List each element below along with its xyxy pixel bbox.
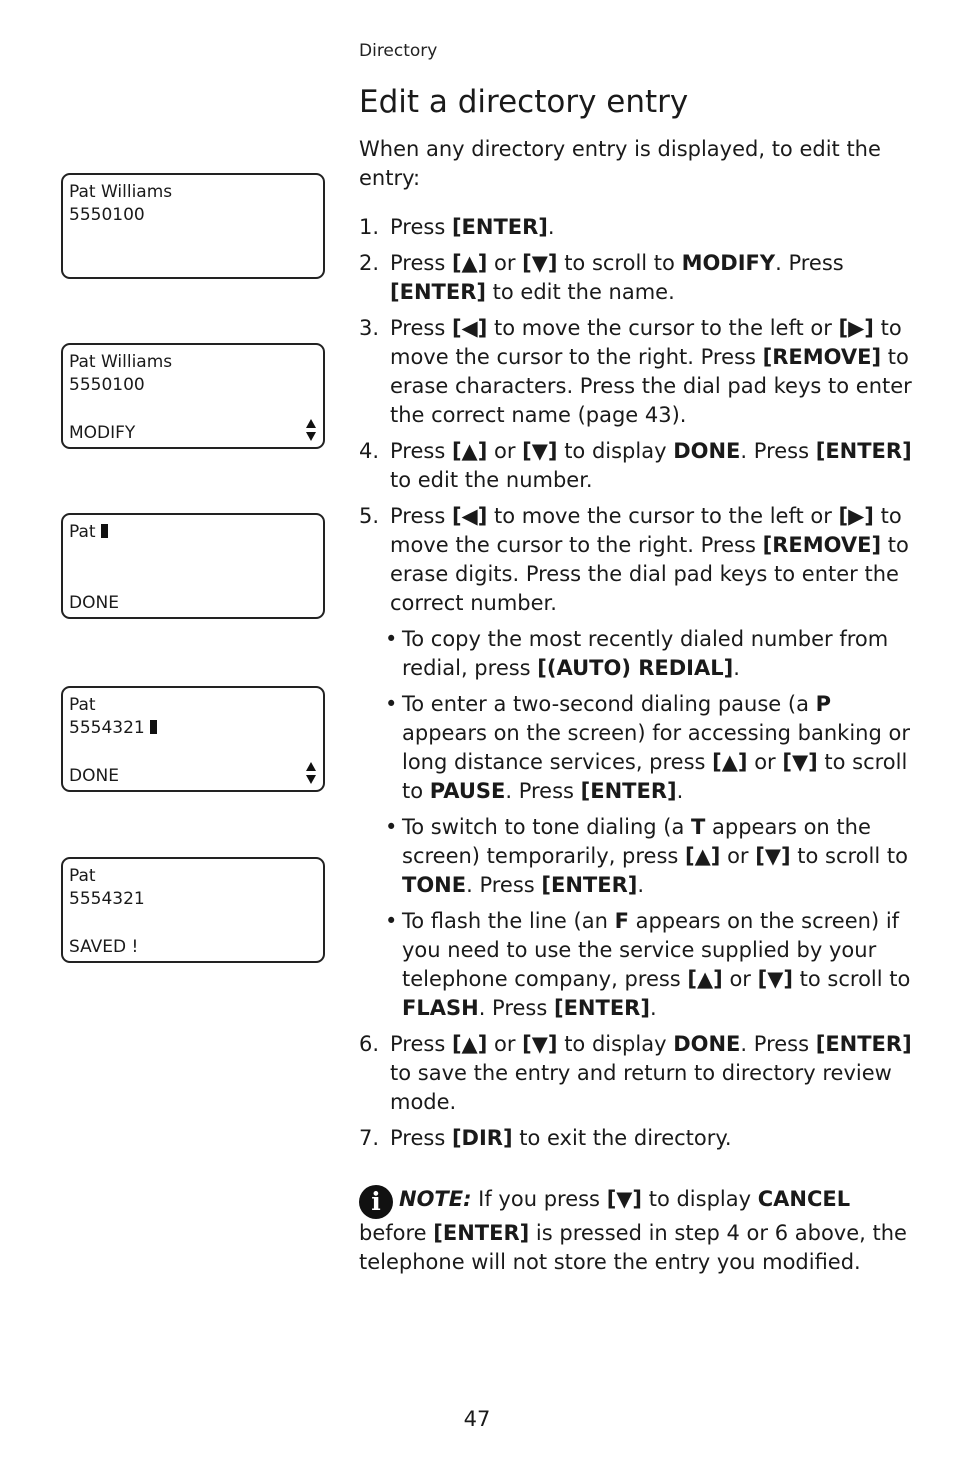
step-3: 3. Press [◀] to move the cursor to the left or [▶] to move the cursor to the right. Press [REMOVE] to erase characters. Press the dial pad keys to enter the correct name (page 43). <box>359 316 912 427</box>
lcd-screen-4 <box>61 686 325 792</box>
step-7: 7. Press [DIR] to exit the directory. <box>359 1126 732 1150</box>
info-icon: i <box>359 1185 393 1219</box>
screen-line-2: 5554321 <box>69 889 145 909</box>
lcd-screen-1 <box>61 173 325 279</box>
screen-line-2: 5554321 <box>69 717 157 740</box>
lcd-screen-3 <box>61 513 325 619</box>
screen-line-1: Pat <box>69 521 108 544</box>
up-down-arrows-icon <box>305 418 317 442</box>
page-title: Edit a directory entry <box>359 84 689 120</box>
lcd-screen-2 <box>61 343 325 449</box>
text-cursor-icon <box>101 524 108 538</box>
step-5: 5. Press [◀] to move the cursor to the left or [▶] to move the cursor to the right. Press [REMOVE] to erase digits. Press the dial pad keys to enter the correct number. <box>359 504 909 615</box>
screen-line-2: 5550100 <box>69 205 145 225</box>
bullet-flash: • To flash the line (an F appears on the screen) if you need to use the service supplied by your telephone company, press [▲] or [▼] to scroll to FLASH. Press [ENTER]. <box>385 909 911 1020</box>
screen-line-3: MODIFY <box>69 423 136 443</box>
screen-line-1: Pat Williams <box>69 352 173 372</box>
screen-line-3: SAVED ! <box>69 937 139 957</box>
screen-line-3: DONE <box>69 766 119 786</box>
up-down-arrows-icon <box>305 761 317 785</box>
lcd-screen-5 <box>61 857 325 963</box>
step-4: 4. Press [▲] or [▼] to display DONE. Press [ENTER] to edit the number. <box>359 439 912 492</box>
intro-text: When any directory entry is displayed, to edit the entry: <box>359 137 881 190</box>
screen-line-1: Pat <box>69 866 96 886</box>
screen-line-1: Pat <box>69 695 96 715</box>
bullet-redial: • To copy the most recently dialed number from redial, press [(AUTO) REDIAL]. <box>385 627 889 680</box>
step-6: 6. Press [▲] or [▼] to display DONE. Press [ENTER] to save the entry and return to directory review mode. <box>359 1032 912 1114</box>
instructions <box>359 135 915 1277</box>
section-label: Directory <box>359 41 438 61</box>
note-label: NOTE: <box>399 1187 472 1211</box>
bullet-tone: • To switch to tone dialing (a T appears on the screen) temporarily, press [▲] or [▼] to scroll to TONE. Press [ENTER]. <box>385 815 908 897</box>
text-cursor-icon <box>150 720 157 734</box>
screen-line-2: 5550100 <box>69 375 145 395</box>
page-number: 47 <box>463 1407 491 1431</box>
bullet-pause: • To enter a two-second dialing pause (a P appears on the screen) for accessing banking or long distance services, press [▲] or [▼] to scroll to PAUSE. Press [ENTER]. <box>385 692 910 803</box>
step-2: 2. Press [▲] or [▼] to scroll to MODIFY. Press [ENTER] to edit the name. <box>359 251 844 304</box>
note: i NOTE: If you press [▼] to display CANCEL before [ENTER] is pressed in step 4 or 6 above, the telephone will not store the entry you modified. <box>359 1187 907 1274</box>
screen-line-3: DONE <box>69 593 119 613</box>
step-1: 1. Press [ENTER]. <box>359 215 555 239</box>
screen-line-1: Pat Williams <box>69 182 173 202</box>
